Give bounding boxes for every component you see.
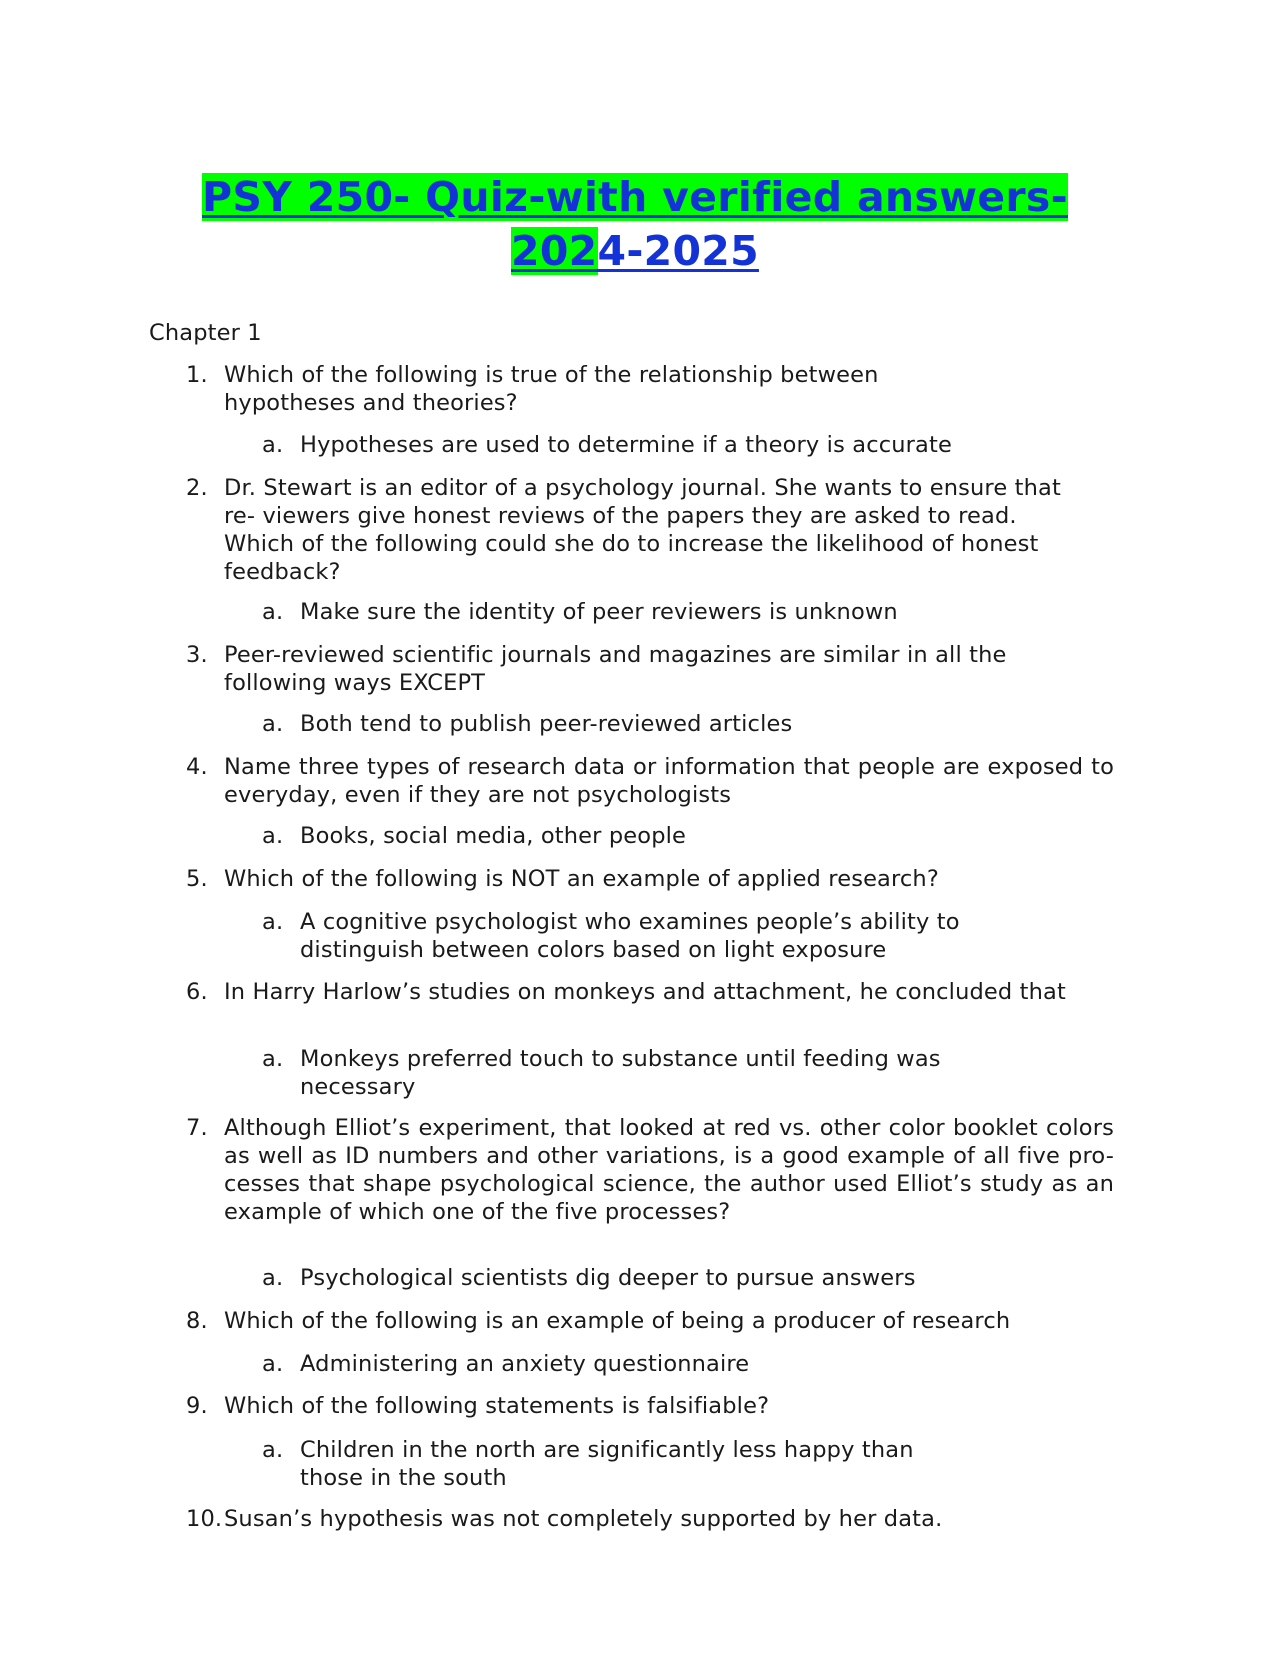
question-text: Peer-reviewed scientific journals and magazines are similar in all the following ways EXCEPT	[224, 642, 1007, 696]
title-highlighted-text: PSY 250- Quiz-with verified answers-	[202, 173, 1068, 221]
answer-text: Make sure the identity of peer reviewers is unknown	[300, 599, 898, 625]
answer-label: a.	[262, 711, 284, 737]
question-4	[186, 753, 1116, 809]
chapter-heading: Chapter 1	[149, 320, 262, 346]
answer-label: a.	[262, 1437, 284, 1463]
question-2	[186, 474, 1116, 586]
question-text: Which of the following is an example of being a producer of research	[224, 1308, 1011, 1334]
answer-label: a.	[262, 823, 284, 849]
answer-3	[262, 710, 1062, 738]
question-text: Although Elliot’s experiment, that looked at red vs. other color booklet colors as well as ID numbers and other variations, is a good example of all five pro- cesses that shape psychological science, the author used Elliot’s study as an example of which one of the five processes?	[224, 1115, 1114, 1225]
question-number: 2.	[186, 475, 208, 501]
answer-text: Hypotheses are used to determine if a theory is accurate	[300, 432, 952, 458]
answer-text: Both tend to publish peer-reviewed articles	[300, 711, 793, 737]
answer-8	[262, 1350, 1062, 1378]
answer-label: a.	[262, 909, 284, 935]
answer-5	[262, 908, 1062, 964]
question-6	[186, 978, 1116, 1006]
question-number: 4.	[186, 754, 208, 780]
question-1	[186, 361, 1116, 417]
question-text: Which of the following is NOT an example of applied research?	[224, 866, 939, 892]
answer-2	[262, 598, 1062, 626]
question-number: 5.	[186, 866, 208, 892]
answer-label: a.	[262, 1351, 284, 1377]
question-text: Which of the following is true of the relationship between hypotheses and theories?	[224, 362, 879, 416]
question-text: Which of the following statements is falsifiable?	[224, 1393, 770, 1419]
answer-7	[262, 1264, 1062, 1292]
answer-6	[262, 1045, 1062, 1101]
question-number: 6.	[186, 979, 208, 1005]
title-line-1	[150, 170, 1120, 224]
question-7	[186, 1114, 1116, 1226]
answer-text: Books, social media, other people	[300, 823, 687, 849]
answer-4	[262, 822, 1062, 850]
answer-label: a.	[262, 1265, 284, 1291]
question-number: 3.	[186, 642, 208, 668]
answer-1	[262, 431, 1062, 459]
question-8	[186, 1307, 1116, 1335]
answer-label: a.	[262, 599, 284, 625]
answer-text: Children in the north are significantly less happy than those in the south	[300, 1437, 914, 1491]
question-5	[186, 865, 1116, 893]
answer-label: a.	[262, 1046, 284, 1072]
question-number: 7.	[186, 1115, 208, 1141]
question-number: 9.	[186, 1393, 208, 1419]
answer-9	[262, 1436, 1062, 1492]
answer-text: Psychological scientists dig deeper to pursue answers	[300, 1265, 916, 1291]
answer-text: Administering an anxiety questionnaire	[300, 1351, 750, 1377]
question-10	[186, 1505, 1116, 1533]
question-number: 8.	[186, 1308, 208, 1334]
question-9	[186, 1392, 1116, 1420]
answer-text: Monkeys preferred touch to substance until feeding was necessary	[300, 1046, 941, 1100]
document-title	[150, 170, 1120, 278]
question-text: Name three types of research data or information that people are exposed to everyday, even if they are not psychologists	[224, 754, 1114, 808]
answer-text: A cognitive psychologist who examines people’s ability to distinguish between colors based on light exposure	[300, 909, 960, 963]
question-text: In Harry Harlow’s studies on monkeys and attachment, he concluded that	[224, 979, 1066, 1005]
title-highlighted-year-part: 202	[511, 227, 598, 275]
question-number: 1.	[186, 362, 208, 388]
question-text: Dr. Stewart is an editor of a psychology journal. She wants to ensure that re- viewers give honest reviews of the papers they are asked to read. Which of the following could she do to increase the likelihood of honest feedback?	[224, 475, 1061, 585]
question-text: Susan’s hypothesis was not completely supported by her data.	[224, 1506, 943, 1532]
question-number: 10.	[186, 1506, 223, 1532]
title-year-rest: 4-2025	[597, 227, 759, 275]
answer-label: a.	[262, 432, 284, 458]
question-3	[186, 641, 1116, 697]
title-line-2	[150, 224, 1120, 278]
